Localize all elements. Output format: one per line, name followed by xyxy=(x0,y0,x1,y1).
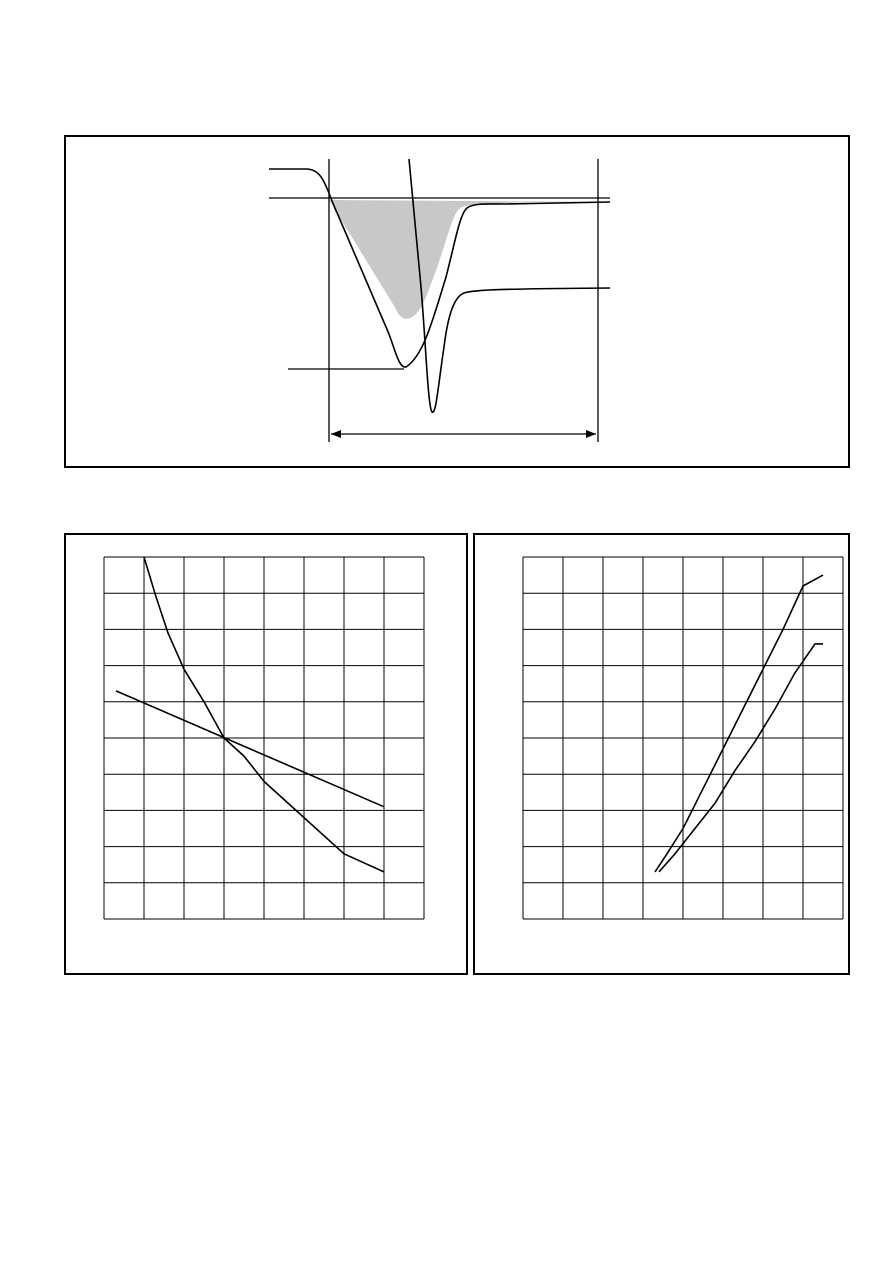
shaded-charge-area xyxy=(329,200,610,319)
series-line-2 xyxy=(659,644,823,872)
arrow-head-right xyxy=(586,430,596,438)
chart-panel-left xyxy=(64,533,468,975)
waveform-svg xyxy=(66,137,852,470)
waveform-panel xyxy=(64,135,850,468)
chart-left-svg xyxy=(66,535,470,977)
chart-panel-right xyxy=(473,533,850,975)
series-line-1 xyxy=(655,575,823,872)
current-waveform xyxy=(269,169,610,367)
chart-right-svg xyxy=(475,535,852,977)
voltage-waveform xyxy=(409,159,610,412)
arrow-head-left xyxy=(331,430,341,438)
